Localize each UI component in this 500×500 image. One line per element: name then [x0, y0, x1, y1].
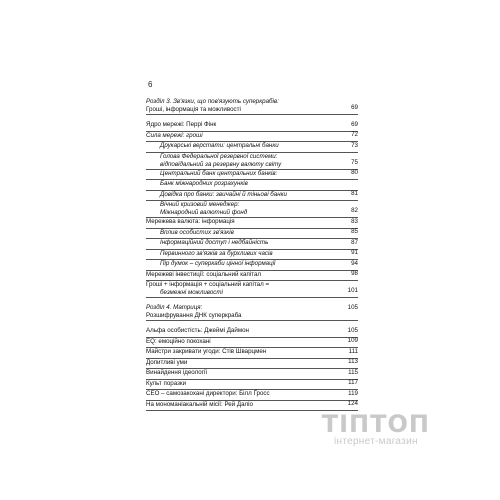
- toc-entry: [146, 191, 358, 202]
- toc-entry: [146, 121, 358, 132]
- page-ref: 111: [348, 347, 358, 355]
- watermark-subtitle: інтернет-магазин: [333, 436, 418, 447]
- page-ref: 94: [351, 259, 358, 267]
- toc-entry: [146, 380, 358, 391]
- table-of-contents: [146, 98, 358, 411]
- page-ref: 117: [348, 379, 358, 386]
- page-ref: 69: [351, 120, 358, 128]
- toc-entry-text: Довідка про банки: звичайні й тіньові банки: [160, 190, 287, 198]
- page-ref: 124: [347, 400, 358, 407]
- toc-entry: [146, 153, 358, 170]
- toc-entry-text: Банк міжнародних розрахунків: [160, 180, 248, 187]
- toc-entry-text: Міжнародний валютний фонд: [160, 209, 248, 216]
- page-ref: 82: [351, 207, 358, 214]
- toc-entry-text: Майстри закривати угоди: Стів Шварцмен: [146, 348, 267, 355]
- page-ref: 105: [347, 304, 358, 311]
- toc-entry: [146, 180, 358, 191]
- page-ref: 87: [351, 238, 358, 246]
- toc-entry-text: Вплив особистих зв'язків: [160, 228, 234, 236]
- section-subtitle: Розшифрування ДНК суперкраба: [146, 312, 242, 319]
- toc-entry: [146, 271, 358, 282]
- toc-entry: [146, 390, 358, 401]
- watermark-logo: ТІПТОП: [321, 410, 430, 438]
- page-ref: 72: [351, 131, 358, 138]
- page-ref: 80: [351, 169, 358, 176]
- page-ref: 98: [351, 270, 358, 277]
- toc-entry: [146, 170, 358, 181]
- page-ref: 115: [348, 368, 358, 376]
- toc-entry-text: На мономаніакальній місії: Рей Даліо: [146, 400, 253, 408]
- toc-entry-text: Друкарські верстати: центральні банки: [160, 142, 279, 149]
- toc-entry-text: Вічний кризовий менеджер:: [160, 201, 240, 208]
- toc-entry: [146, 359, 358, 370]
- toc-entry: [146, 218, 358, 229]
- toc-entry: [146, 369, 358, 380]
- toc-entry-text: СЕО – самозакохані директори: Білл Ґросс: [146, 390, 270, 397]
- page-ref: 91: [351, 249, 358, 256]
- page-ref: 113: [348, 358, 358, 365]
- toc-entry: [146, 142, 358, 153]
- toc-entry-text: Мережеві інвестиції: соціальний капітал: [146, 270, 262, 278]
- toc-entry: [146, 260, 358, 271]
- watermark: [322, 410, 430, 447]
- toc-entry-text: Допитливі уми: [146, 358, 188, 366]
- page-number: 6: [148, 80, 153, 89]
- toc-entry: [146, 201, 358, 218]
- toc-entry-text: Сила мережі: гроші: [146, 131, 203, 139]
- toc-entry: [146, 250, 358, 261]
- toc-entry: [146, 132, 358, 143]
- section-title: Розділ 4. Матриця:: [146, 304, 203, 311]
- toc-entry: [146, 229, 358, 240]
- page-ref: 101: [347, 287, 358, 294]
- toc-entry-text: відповідальний за резервну валюту світу: [160, 160, 282, 168]
- toc-entry-text: Альфа особистість: Джеймі Даймон: [146, 327, 249, 334]
- toc-entry-text: Пір думок – суперкаби цінної інформації: [160, 260, 276, 267]
- page-ref: 85: [351, 228, 358, 235]
- page-ref: 75: [351, 158, 358, 166]
- toc-entry-text: Первинного зв'язків за бурхливих часів: [160, 249, 273, 257]
- page-ref: 73: [351, 141, 358, 149]
- toc-entry-text: Ядро мережі: Перрі Фінк: [146, 121, 217, 128]
- toc-entry-text: Мережева валюта: інформація: [146, 218, 235, 225]
- page-ref: 105: [347, 326, 358, 334]
- section-heading: [146, 98, 358, 115]
- page-ref: 69: [351, 104, 358, 111]
- toc-entry: [146, 348, 358, 359]
- section-subtitle: Гроші, інформація та можливості: [146, 106, 241, 113]
- toc-entry-text: Гроші + інформація + соціальний капітал =: [146, 281, 270, 288]
- toc-entry: [146, 281, 358, 298]
- toc-entry: [146, 239, 358, 250]
- toc-entry-text: Інформаційний доступ і недбайність: [160, 239, 269, 246]
- toc-entry: [146, 327, 358, 338]
- toc-entry-text: Центральний банк центральних банків:: [160, 169, 278, 177]
- toc-entry-text: Культ поразки: [146, 379, 187, 387]
- toc-entry-text: безмежні можливості: [160, 289, 223, 296]
- toc-entry-text: EQ: емоційно покохані: [146, 337, 211, 345]
- page-ref: 119: [348, 389, 358, 397]
- page-ref: 81: [351, 190, 358, 197]
- toc-entry-text: Винайдення ідеології: [146, 369, 208, 376]
- page-ref: 83: [351, 217, 358, 225]
- section-heading: [146, 304, 358, 321]
- section-title: Розділ 3. Зв'язки, що пов'язують суперкрабів:: [146, 98, 279, 105]
- toc-entry: [146, 338, 358, 349]
- toc-entry-text: Голова Федеральної резервної системи:: [160, 152, 278, 160]
- page-ref: 109: [347, 337, 358, 344]
